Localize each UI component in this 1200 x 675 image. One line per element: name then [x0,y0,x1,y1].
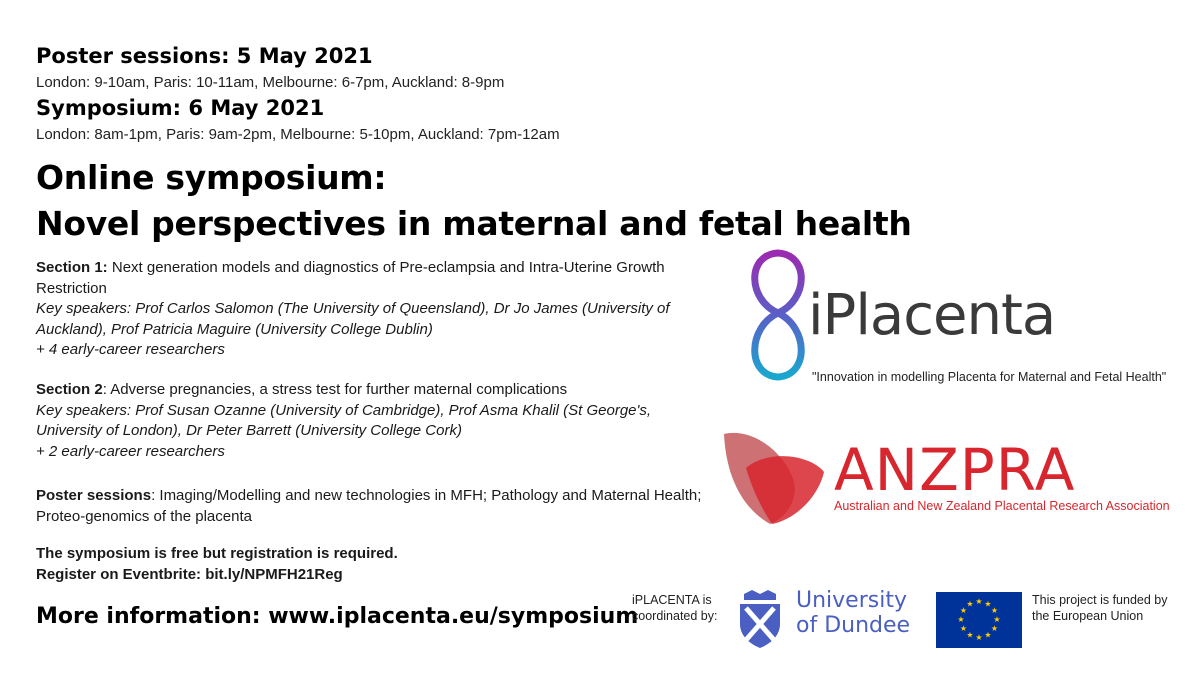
title-line-2: Novel perspectives in maternal and fetal health [36,204,912,243]
university-of-dundee-logo [796,588,910,638]
svg-text:★: ★ [975,633,983,642]
svg-text:★: ★ [990,606,999,615]
svg-text:★: ★ [993,615,1001,624]
eu-funding-text: This project is funded by the European Union [1032,593,1168,623]
section-1 [36,258,726,361]
section-1-speakers: Key speakers: Prof Carlos Salomon (The University of Queensland), Dr Jo James (University of Auckland), Prof Patricia Maguire (University College Dublin) [36,300,670,338]
section-1-extra: + 4 early-career researchers [36,341,225,358]
registration-line-2[interactable]: Register on Eventbrite: bit.ly/NPMFH21Reg [36,565,343,583]
eu-flag-icon [936,592,1022,648]
iplacenta-wordmark: iPlacenta [808,283,1056,348]
svg-text:★: ★ [975,597,983,606]
svg-text:★: ★ [990,624,999,633]
svg-text:★: ★ [959,606,968,615]
svg-text:★: ★ [957,615,965,624]
svg-text:★: ★ [966,630,974,640]
anzpra-wordmark: ANZPRA [834,436,1076,504]
symposium-times: London: 8am-1pm, Paris: 9am-2pm, Melbourne: 5-10pm, Auckland: 7pm-12am [36,126,560,143]
anzpra-subtitle: Australian and New Zealand Placental Research Association [834,499,1170,513]
section-1-title [36,258,726,299]
anzpra-leaf-icon [720,428,830,528]
dundee-line-2: of Dundee [796,613,911,638]
iplacenta-tagline: "Innovation in modelling Placenta for Maternal and Fetal Health" [812,370,1167,384]
svg-text:★: ★ [959,624,968,633]
more-information-link[interactable]: More information: www.iplacenta.eu/symposium [36,604,639,629]
svg-text:★: ★ [984,630,992,640]
iplacenta-logo [738,245,1056,385]
iplacenta-figure-eight-icon [738,245,818,385]
section-2-label: Section 2 [36,381,103,398]
poster-sessions-topics [36,486,726,527]
registration-line-1: The symposium is free but registration is required. [36,545,398,562]
section-1-label: Section 1: [36,259,108,276]
poster-sessions-heading: Poster sessions: 5 May 2021 [36,44,373,68]
section-1-text: Next generation models and diagnostics of Pre-eclampsia and Intra-Uterine Growth Restriction [36,259,665,297]
svg-text:★: ★ [984,599,992,609]
section-2-title [36,380,726,401]
title-line-1: Online symposium: [36,158,387,197]
dundee-crest-icon [738,590,782,648]
section-2-speakers: Key speakers: Prof Susan Ozanne (University of Cambridge), Prof Asma Khalil (St George's, University of London), Dr Peter Barrett (University College Cork) [36,401,652,439]
dundee-line-1: University [796,588,907,613]
registration-info [36,544,398,585]
section-2 [36,380,726,462]
poster-sessions-times: London: 9-10am, Paris: 10-11am, Melbourne: 6-7pm, Auckland: 8-9pm [36,74,505,91]
poster-sessions-label: Poster sessions [36,487,152,504]
section-2-extra: + 2 early-career researchers [36,442,225,460]
svg-text:★: ★ [966,599,974,609]
section-2-text: : Adverse pregnancies, a stress test for further maternal complications [102,381,568,398]
poster-sessions-text: : Imaging/Modelling and new technologies in MFH; Pathology and Maternal Health; Proteo-genomics of the placenta [36,487,702,525]
coordinated-by-label: iPLACENTA is coordinated by: [632,593,718,623]
symposium-heading: Symposium: 6 May 2021 [36,96,325,120]
